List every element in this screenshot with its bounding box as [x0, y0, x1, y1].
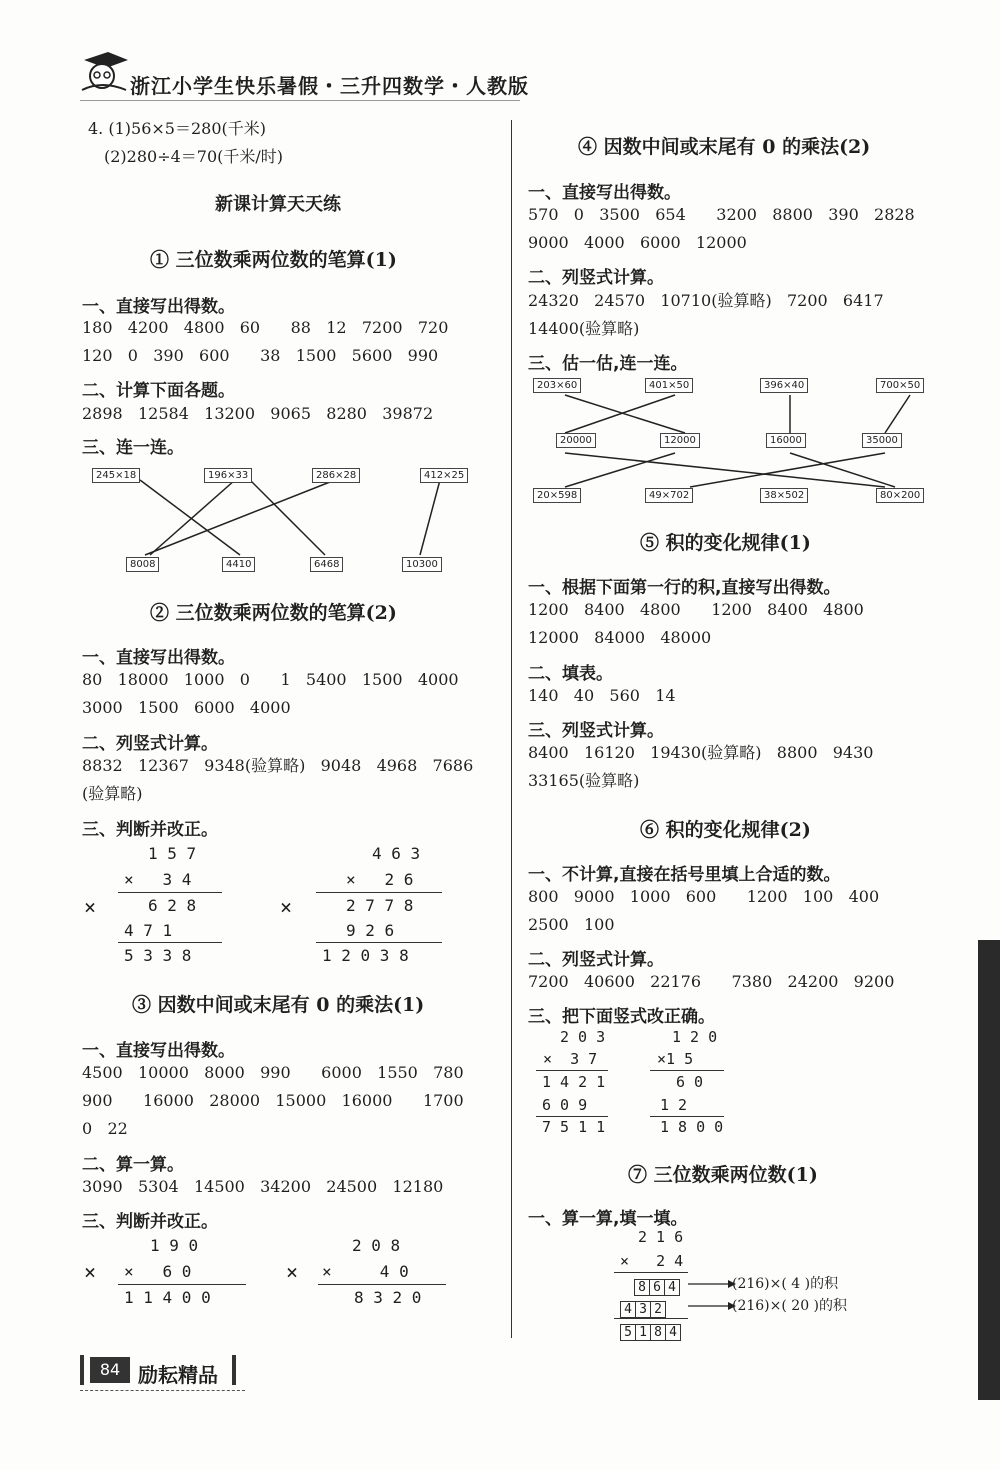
- s7-note2: (216)×( 20 )的积: [732, 1298, 848, 1314]
- s7-arrows: [688, 1276, 738, 1316]
- header-divider: [80, 100, 520, 101]
- s5-part3-row2: 33165(验算略): [528, 771, 640, 790]
- s7-row2-cell: 2: [650, 1301, 666, 1318]
- s2-a-mul: × 3 4: [124, 870, 192, 889]
- s1-bottom-box-4: 10300: [402, 557, 442, 572]
- s2-b-partial2: 9 2 6: [346, 921, 395, 940]
- s1-bottom-box-3: 6468: [310, 557, 343, 572]
- q4-line2: (2)280÷4＝70(千米/时): [104, 147, 284, 166]
- s4-bottom-box-1: 20×598: [533, 488, 581, 503]
- s3-part1-row3: 0 22: [82, 1119, 128, 1138]
- s2-a-partial1: 6 2 8: [148, 896, 197, 915]
- s7-row3-cell: 8: [650, 1324, 666, 1341]
- s6-b-result: 1 8 0 0: [660, 1118, 724, 1136]
- s4-part2-row2: 14400(验算略): [528, 319, 640, 338]
- s7-row3-cell: 4: [665, 1324, 681, 1341]
- footer-brand: 励耘精品: [138, 1363, 218, 1387]
- s2-a-top: 1 5 7: [148, 844, 197, 863]
- s2-part3-label: 三、判断并改正。: [82, 820, 218, 840]
- s7-row3-cell: 5: [620, 1324, 636, 1341]
- s1-part3-label: 三、连一连。: [82, 438, 184, 458]
- page-number: 84: [90, 1357, 130, 1383]
- footer-bar-right: [232, 1355, 236, 1385]
- s4-bottom-box-2: 49×702: [645, 488, 693, 503]
- s2-b-partial1: 2 7 7 8: [346, 896, 414, 915]
- s1-bottom-box-1: 8008: [126, 557, 159, 572]
- footer-rule: [80, 1390, 245, 1392]
- s4-part2-label: 二、列竖式计算。: [528, 268, 664, 288]
- section-1-title: ① 三位数乘两位数的笔算(1): [150, 249, 397, 271]
- s4-mid-box-2: 12000: [660, 433, 700, 448]
- main-section-title: 新课计算天天练: [215, 194, 341, 215]
- s2-part2-label: 二、列竖式计算。: [82, 734, 218, 754]
- s6-b-partial1: 6 0: [676, 1073, 704, 1091]
- s7-row2-cell: 3: [635, 1301, 651, 1318]
- s2-a-wrong-mark: ×: [84, 895, 97, 919]
- s6-a-partial2: 6 0 9: [542, 1096, 588, 1114]
- s4-part1-label: 一、直接写出得数。: [528, 183, 681, 203]
- s6-part2-label: 二、列竖式计算。: [528, 950, 664, 970]
- column-divider: [511, 120, 512, 1338]
- s2-b-wrong-mark: ×: [280, 895, 293, 919]
- s2-b-result: 1 2 0 3 8: [322, 946, 409, 965]
- s4-top-box-2: 401×50: [645, 378, 693, 393]
- s1-top-box-3: 286×28: [312, 468, 360, 483]
- s7-note1: (216)×( 4 )的积: [732, 1276, 839, 1292]
- s3-b-wrong-mark: ×: [286, 1260, 299, 1284]
- s5-part3-label: 三、列竖式计算。: [528, 721, 664, 741]
- s1-top-box-1: 245×18: [92, 468, 140, 483]
- s4-bottom-box-3: 38×502: [760, 488, 808, 503]
- s6-a-mul: × 3 7: [543, 1050, 598, 1068]
- s3-part2-label: 二、算一算。: [82, 1155, 184, 1175]
- mascot-icon: [78, 50, 130, 94]
- s7-top: 2 1 6: [638, 1228, 684, 1246]
- s3-part2-row1: 3090 5304 14500 34200 24500 12180: [82, 1177, 444, 1196]
- s4-mid-box-3: 16000: [766, 433, 806, 448]
- page-edge-shadow: [978, 940, 1000, 1400]
- s2-a-partial2: 4 7 1: [124, 921, 173, 940]
- s4-top-box-1: 203×60: [533, 378, 581, 393]
- s6-b-top: 1 2 0: [672, 1028, 718, 1046]
- s4-mid-box-1: 20000: [556, 433, 596, 448]
- s5-part2-row1: 140 40 560 14: [528, 686, 676, 705]
- page-header-title: 浙江小学生快乐暑假・三升四数学・人教版: [130, 74, 529, 98]
- s1-bottom-box-2: 4410: [222, 557, 255, 572]
- s1-top-box-4: 412×25: [420, 468, 468, 483]
- s6-b-partial2: 1 2: [660, 1096, 688, 1114]
- s1-part1-label: 一、直接写出得数。: [82, 297, 235, 317]
- s4-bottom-box-4: 80×200: [876, 488, 924, 503]
- s7-row1-cell: 8: [634, 1279, 650, 1296]
- s7-row1: [634, 1276, 679, 1296]
- s7-row2: [620, 1298, 665, 1318]
- s3-part1-label: 一、直接写出得数。: [82, 1041, 235, 1061]
- s6-a-result: 7 5 1 1: [542, 1118, 606, 1136]
- s5-part1-row1: 1200 8400 4800 1200 8400 4800: [528, 600, 864, 619]
- s7-row3-cell: 1: [635, 1324, 651, 1341]
- s3-b-mul: × 4 0: [322, 1262, 409, 1281]
- s1-part2-label: 二、计算下面各题。: [82, 381, 235, 401]
- s3-b-top: 2 0 8: [352, 1236, 401, 1255]
- s1-part1-row1: 180 4200 4800 60 88 12 7200 720: [82, 318, 449, 337]
- s2-part1-row1: 80 18000 1000 0 1 5400 1500 4000: [82, 670, 459, 689]
- s6-part2-row1: 7200 40600 22176 7380 24200 9200: [528, 972, 895, 991]
- section-7-title: ⑦ 三位数乘两位数(1): [628, 1164, 818, 1186]
- q4-line1: 4. (1)56×5＝280(千米): [88, 119, 266, 138]
- s4-part1-row2: 9000 4000 6000 12000: [528, 233, 747, 252]
- s5-part3-row1: 8400 16120 19430(验算略) 8800 9430: [528, 743, 874, 762]
- s4-part1-row1: 570 0 3500 654 3200 8800 390 2828: [528, 205, 915, 224]
- s3-a-result: 1 1 4 0 0: [124, 1288, 211, 1307]
- s6-part1-row2: 2500 100: [528, 915, 615, 934]
- s3-part1-row1: 4500 10000 8000 990 6000 1550 780: [82, 1063, 464, 1082]
- s4-part3-label: 三、估一估,连一连。: [528, 354, 688, 374]
- s7-row3: [620, 1321, 680, 1341]
- s3-b-result: 8 3 2 0: [354, 1288, 422, 1307]
- s3-a-mul: × 6 0: [124, 1262, 192, 1281]
- s6-a-top: 2 0 3: [560, 1028, 606, 1046]
- s7-row1-cell: 4: [664, 1279, 680, 1296]
- s4-top-box-3: 396×40: [760, 378, 808, 393]
- section-5-title: ⑤ 积的变化规律(1): [640, 532, 811, 554]
- s6-b-mul: ×1 5: [657, 1050, 694, 1068]
- s6-part1-row1: 800 9000 1000 600 1200 100 400: [528, 887, 880, 906]
- s2-part2-row1: 8832 12367 9348(验算略) 9048 4968 7686: [82, 756, 474, 775]
- s2-b-top: 4 6 3: [372, 844, 421, 863]
- s5-part1-row2: 12000 84000 48000: [528, 628, 712, 647]
- section-3-title: ③ 因数中间或末尾有 0 的乘法(1): [132, 994, 425, 1016]
- section-6-title: ⑥ 积的变化规律(2): [640, 819, 811, 841]
- section-2-title: ② 三位数乘两位数的笔算(2): [150, 602, 397, 624]
- s1-part1-row2: 120 0 390 600 38 1500 5600 990: [82, 346, 439, 365]
- s5-part2-label: 二、填表。: [528, 664, 613, 684]
- s3-part1-row2: 900 16000 28000 15000 16000 1700: [82, 1091, 464, 1110]
- s3-part3-label: 三、判断并改正。: [82, 1212, 218, 1232]
- s7-row2-cell: 4: [620, 1301, 636, 1318]
- s5-part1-label: 一、根据下面第一行的积,直接写出得数。: [528, 578, 841, 598]
- s1-part2-row1: 2898 12584 13200 9065 8280 39872: [82, 404, 434, 423]
- footer-bar-left: [80, 1355, 84, 1385]
- s7-part1-label: 一、算一算,填一填。: [528, 1209, 688, 1229]
- section-4-title: ④ 因数中间或末尾有 0 的乘法(2): [578, 136, 871, 158]
- s3-a-top: 1 9 0: [150, 1236, 199, 1255]
- s6-a-partial1: 1 4 2 1: [542, 1073, 606, 1091]
- s2-part1-row2: 3000 1500 6000 4000: [82, 698, 291, 717]
- s7-row1-cell: 6: [649, 1279, 665, 1296]
- s2-a-result: 5 3 3 8: [124, 946, 192, 965]
- s2-part2-row2: (验算略): [82, 784, 143, 803]
- s4-mid-box-4: 35000: [862, 433, 902, 448]
- s7-mul: × 2 4: [620, 1252, 684, 1270]
- s1-top-box-2: 196×33: [204, 468, 252, 483]
- s2-part1-label: 一、直接写出得数。: [82, 648, 235, 668]
- s4-top-box-4: 700×50: [876, 378, 924, 393]
- s6-part1-label: 一、不计算,直接在括号里填上合适的数。: [528, 865, 841, 885]
- s2-b-mul: × 2 6: [346, 870, 414, 889]
- s4-part2-row1: 24320 24570 10710(验算略) 7200 6417: [528, 291, 884, 310]
- s6-part3-label: 三、把下面竖式改正确。: [528, 1007, 715, 1027]
- s3-a-wrong-mark: ×: [84, 1260, 97, 1284]
